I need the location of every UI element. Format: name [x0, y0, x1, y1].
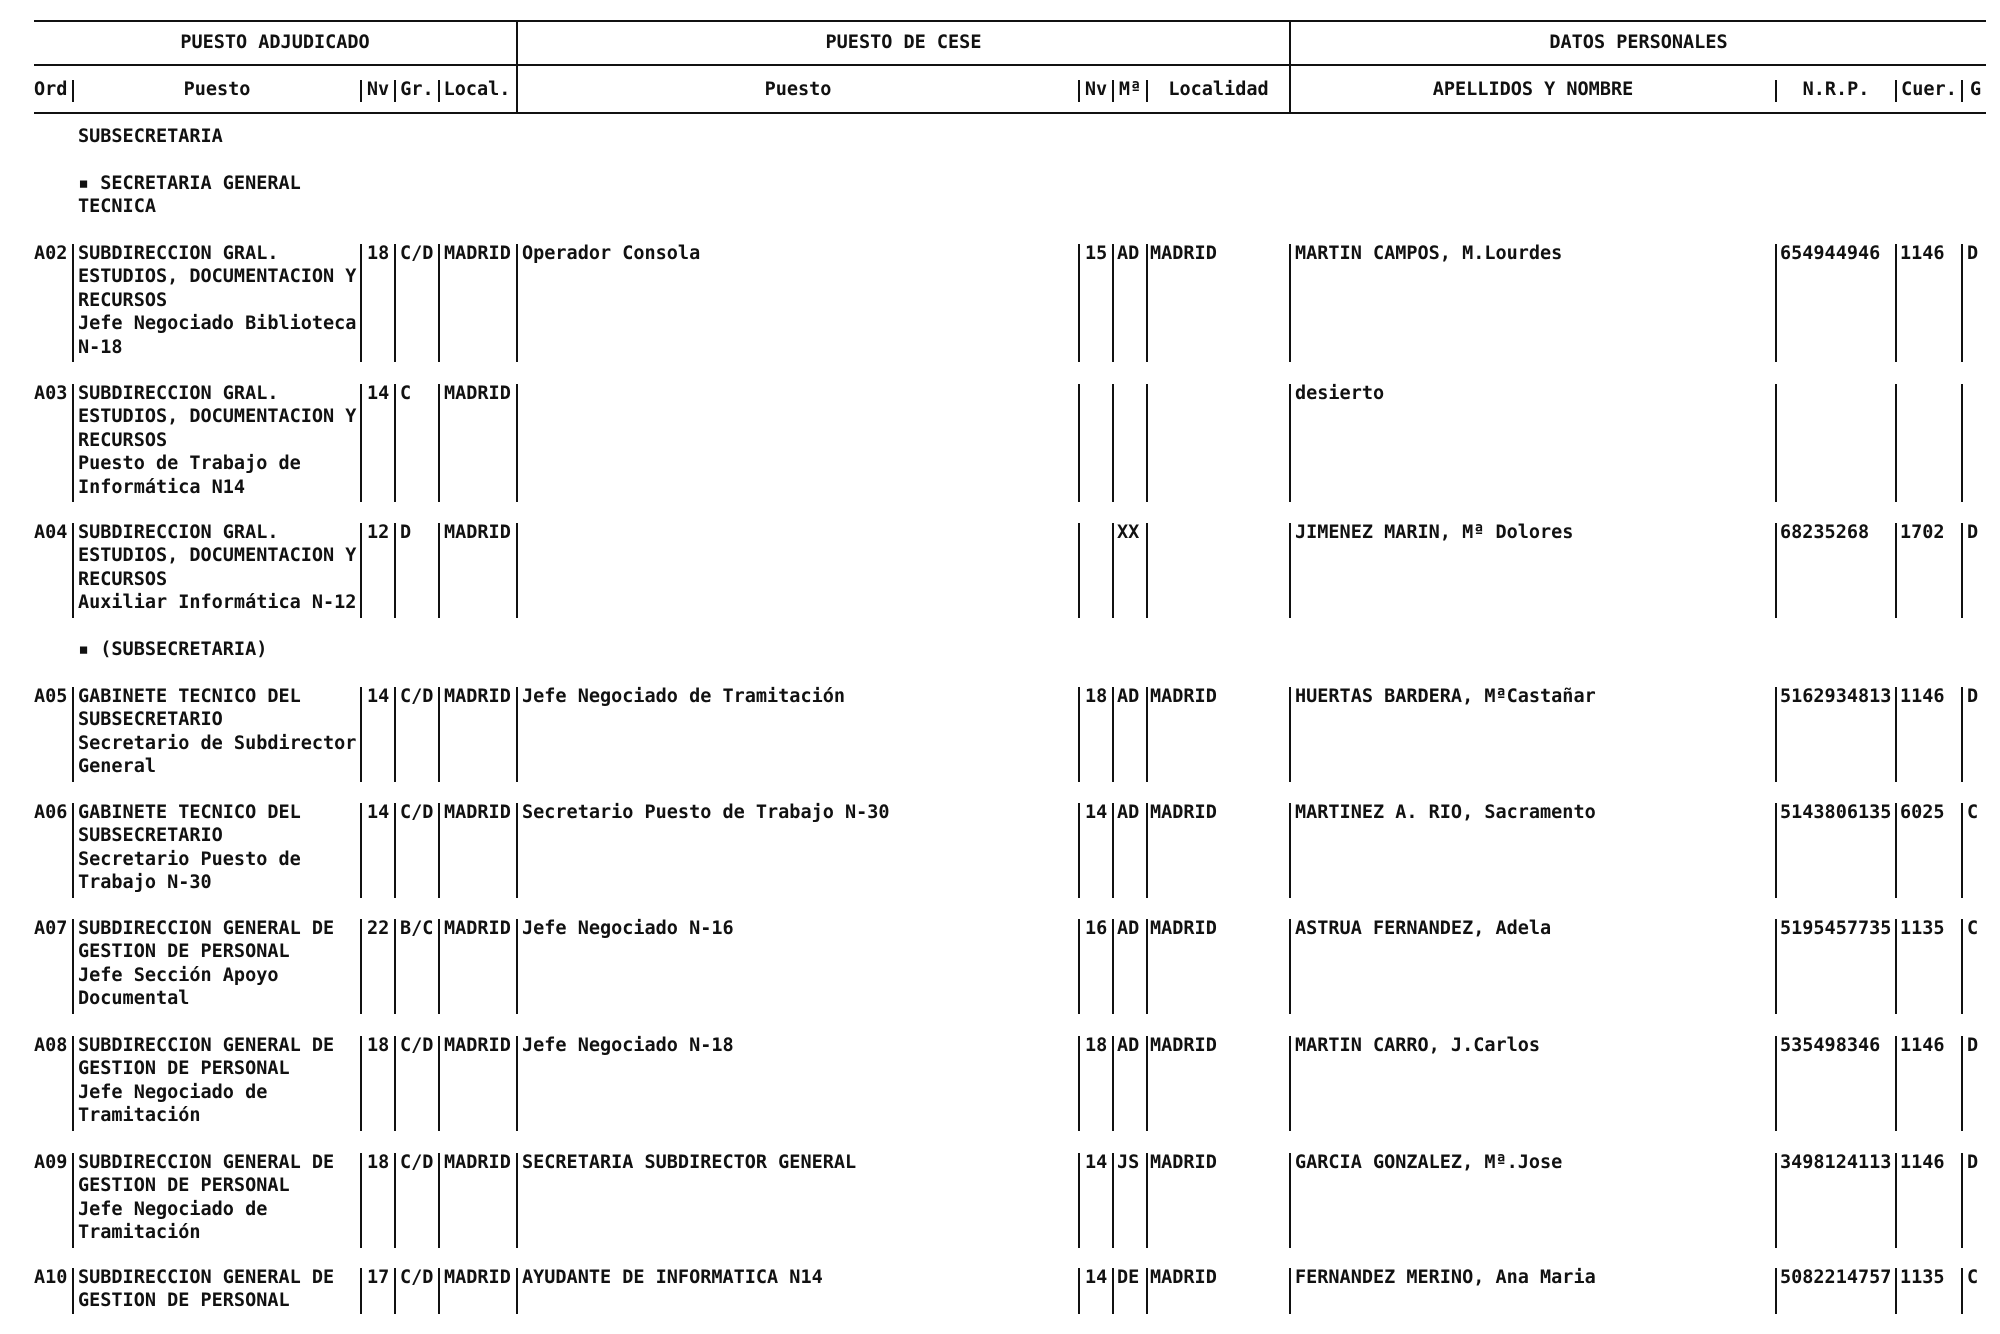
header-bar-8 [1775, 80, 1777, 102]
header-top-rule [34, 20, 1986, 22]
cell-ord: A06 [34, 802, 68, 823]
puesto-line: GESTION DE PERSONAL [78, 1175, 290, 1197]
column-bar [1146, 1036, 1148, 1131]
cell-g: D [1967, 1152, 1979, 1173]
column-bar [516, 687, 518, 782]
cell-cese-localidad: MADRID [1150, 686, 1217, 707]
column-bar [1895, 244, 1897, 362]
cell-puesto [78, 521, 356, 615]
column-bar [438, 687, 440, 782]
column-bar [438, 803, 440, 898]
header-apellidos: APELLIDOS Y NOMBRE [1432, 79, 1634, 100]
section-sgt-line1: ▪ SECRETARIA GENERAL [78, 173, 301, 194]
cell-nombre: MARTIN CARRO, J.Carlos [1295, 1035, 1541, 1056]
column-bar [1775, 1268, 1777, 1314]
cell-nv: 18 [367, 243, 390, 264]
column-bar [1146, 1268, 1148, 1314]
cell-cese-ma: AD [1117, 802, 1140, 823]
header-cese-localidad: Localidad [1168, 79, 1269, 100]
cell-cuer: 1146 [1900, 686, 1945, 707]
column-bar [360, 803, 362, 898]
cell-local: MADRID [444, 383, 511, 404]
header-bar-1 [72, 80, 74, 102]
column-bar [1775, 384, 1777, 502]
puesto-line: GESTION DE PERSONAL [78, 941, 290, 963]
column-bar [1289, 1268, 1291, 1314]
puesto-line: GESTION DE PERSONAL [78, 1290, 290, 1312]
puesto-line: Jefe Negociado de [78, 1198, 268, 1220]
column-bar [72, 803, 74, 898]
header-mid-rule [34, 64, 1986, 66]
header-nrp: N.R.P. [1802, 79, 1870, 100]
column-bar [72, 1268, 74, 1314]
header-local: Local. [443, 79, 511, 100]
cell-ord: A08 [34, 1035, 68, 1056]
column-bar [1078, 1153, 1080, 1248]
column-bar [360, 1153, 362, 1248]
cell-local: MADRID [444, 243, 511, 264]
column-bar [1961, 1036, 1963, 1131]
cell-cese-puesto: SECRETARIA SUBDIRECTOR GENERAL [522, 1152, 857, 1173]
section-subsecretaria: SUBSECRETARIA [78, 126, 223, 147]
cell-cuer: 1135 [1900, 1267, 1945, 1288]
cell-g: D [1967, 686, 1979, 707]
puesto-line: GABINETE TECNICO DEL [78, 686, 301, 707]
cell-nrp: 68235268 [1780, 522, 1870, 543]
column-bar [516, 1153, 518, 1248]
cell-g: C [1967, 918, 1979, 939]
column-bar [1112, 803, 1114, 898]
column-bar [516, 803, 518, 898]
cell-nrp: 5143806135 [1780, 802, 1892, 823]
puesto-line: Jefe Negociado de [78, 1081, 268, 1103]
puesto-line: Secretario Puesto de [78, 848, 301, 870]
column-bar [1078, 919, 1080, 1014]
cell-puesto [78, 801, 301, 895]
column-bar [1078, 1036, 1080, 1131]
column-bar [72, 919, 74, 1014]
puesto-line: ESTUDIOS, DOCUMENTACION Y [78, 545, 357, 567]
column-bar [1961, 244, 1963, 362]
cell-gr: C [400, 383, 412, 404]
cell-cese-localidad: MADRID [1150, 918, 1217, 939]
column-bar [1112, 1036, 1114, 1131]
column-bar [1078, 244, 1080, 362]
column-bar [1146, 1153, 1148, 1248]
cell-cese-localidad: MADRID [1150, 802, 1217, 823]
section-sgt-line2: TECNICA [78, 196, 156, 217]
column-bar [1289, 919, 1291, 1014]
cell-local: MADRID [444, 1152, 511, 1173]
column-bar [516, 919, 518, 1014]
column-bar [1078, 803, 1080, 898]
cell-cuer: 1146 [1900, 1152, 1945, 1173]
cell-ord: A04 [34, 522, 68, 543]
puesto-line: SUBDIRECCION GRAL. [78, 383, 279, 404]
column-bar [394, 523, 396, 618]
header-bar-6 [1112, 80, 1114, 102]
column-bar [360, 687, 362, 782]
puesto-line: RECURSOS [78, 429, 168, 451]
group-title-datos: DATOS PERSONALES [1549, 32, 1728, 53]
puesto-line: Jefe Sección Apoyo [78, 964, 279, 986]
header-bar-4 [438, 80, 440, 102]
puesto-line: ESTUDIOS, DOCUMENTACION Y [78, 406, 357, 428]
cell-ord: A05 [34, 686, 68, 707]
column-bar [1895, 803, 1897, 898]
cell-ord: A02 [34, 243, 68, 264]
column-bar [1895, 919, 1897, 1014]
column-bar [360, 919, 362, 1014]
cell-cuer: 1135 [1900, 918, 1945, 939]
column-bar [1961, 803, 1963, 898]
puesto-line: GABINETE TECNICO DEL [78, 802, 301, 823]
puesto-line: SUBDIRECCION GRAL. [78, 243, 279, 264]
column-bar [1146, 687, 1148, 782]
puesto-line: RECURSOS [78, 289, 168, 311]
cell-nrp: 5082214757 [1780, 1267, 1892, 1288]
cell-cuer: 6025 [1900, 802, 1945, 823]
cell-local: MADRID [444, 802, 511, 823]
column-bar [438, 1268, 440, 1314]
cell-nombre: ASTRUA FERNANDEZ, Adela [1295, 918, 1552, 939]
puesto-line: SUBDIRECCION GENERAL DE [78, 1035, 335, 1056]
cell-puesto [78, 1151, 334, 1245]
puesto-line: Trabajo N-30 [78, 872, 212, 894]
column-bar [1289, 1153, 1291, 1248]
cell-gr: D [400, 522, 412, 543]
header-cuer: Cuer. [1901, 79, 1957, 100]
cell-nv: 18 [367, 1152, 390, 1173]
column-bar [438, 384, 440, 502]
cell-cese-nv: 18 [1085, 686, 1108, 707]
column-bar [1895, 687, 1897, 782]
column-bar [1112, 244, 1114, 362]
puesto-line: SUBSECRETARIO [78, 825, 223, 847]
cell-ord: A09 [34, 1152, 68, 1173]
puesto-line: SUBDIRECCION GENERAL DE [78, 918, 335, 939]
cell-cese-puesto: Jefe Negociado de Tramitación [522, 686, 846, 707]
column-bar [360, 523, 362, 618]
column-bar [1112, 1153, 1114, 1248]
cell-nv: 22 [367, 918, 390, 939]
cell-local: MADRID [444, 522, 511, 543]
cell-cese-localidad: MADRID [1150, 1035, 1217, 1056]
cell-cese-localidad: MADRID [1150, 243, 1217, 264]
column-bar [1775, 687, 1777, 782]
column-bar [360, 1036, 362, 1131]
cell-nrp: 5195457735 [1780, 918, 1892, 939]
header-bar-5 [1078, 80, 1080, 102]
column-bar [394, 244, 396, 362]
column-bar [1146, 523, 1148, 618]
cell-cese-ma: JS [1117, 1152, 1140, 1173]
column-bar [1289, 384, 1291, 502]
column-bar [1078, 687, 1080, 782]
cell-nombre: MARTIN CAMPOS, M.Lourdes [1295, 243, 1563, 264]
header-bar-10 [1961, 80, 1963, 102]
puesto-line: SUBDIRECCION GENERAL DE [78, 1267, 335, 1288]
cell-cese-puesto: Jefe Negociado N-16 [522, 918, 734, 939]
section-subsecretaria-paren: ▪ (SUBSECRETARIA) [78, 639, 268, 660]
column-bar [1775, 244, 1777, 362]
column-bar [394, 803, 396, 898]
column-bar [1895, 384, 1897, 502]
column-bar [72, 523, 74, 618]
column-bar [1961, 1268, 1963, 1314]
puesto-line: SUBDIRECCION GENERAL DE [78, 1152, 335, 1173]
column-bar [1289, 687, 1291, 782]
puesto-line: Tramitación [78, 1105, 201, 1127]
cell-nombre: FERNANDEZ MERINO, Ana Maria [1295, 1267, 1596, 1288]
header-bottom-rule [34, 112, 1986, 114]
column-bar [72, 1036, 74, 1131]
column-bar [1146, 803, 1148, 898]
cell-g: D [1967, 243, 1979, 264]
cell-ord: A03 [34, 383, 68, 404]
cell-local: MADRID [444, 918, 511, 939]
cell-cese-nv: 18 [1085, 1035, 1108, 1056]
column-bar [72, 384, 74, 502]
cell-cese-ma: AD [1117, 686, 1140, 707]
column-bar [1895, 1268, 1897, 1314]
cell-local: MADRID [444, 1267, 511, 1288]
cell-cese-puesto: AYUDANTE DE INFORMATICA N14 [522, 1267, 823, 1288]
column-bar [516, 384, 518, 502]
column-bar [394, 1153, 396, 1248]
cell-cese-localidad: MADRID [1150, 1152, 1217, 1173]
column-bar [72, 244, 74, 362]
cell-puesto [78, 382, 356, 499]
cell-g: D [1967, 1035, 1979, 1056]
column-bar [1895, 1153, 1897, 1248]
cell-nombre: JIMENEZ MARIN, Mª Dolores [1295, 522, 1574, 543]
cell-cese-nv: 14 [1085, 1152, 1108, 1173]
cell-local: MADRID [444, 1035, 511, 1056]
puesto-line: General [78, 756, 156, 778]
column-bar [1895, 1036, 1897, 1131]
column-bar [1289, 523, 1291, 618]
header-nv: Nv [366, 79, 390, 100]
cell-nv: 17 [367, 1267, 390, 1288]
column-bar [1961, 687, 1963, 782]
cell-cuer: 1146 [1900, 243, 1945, 264]
header-bar-9 [1895, 80, 1897, 102]
cell-puesto [78, 685, 356, 779]
column-bar [1961, 1153, 1963, 1248]
header-cese-nv: Nv [1084, 79, 1108, 100]
cell-puesto [78, 917, 334, 1011]
cell-puesto [78, 1034, 334, 1128]
cell-cese-puesto: Secretario Puesto de Trabajo N-30 [522, 802, 890, 823]
cell-ord: A07 [34, 918, 68, 939]
cell-cese-ma: XX [1117, 522, 1140, 543]
column-bar [438, 1036, 440, 1131]
column-bar [438, 523, 440, 618]
cell-puesto [78, 242, 356, 359]
cell-g: D [1967, 522, 1979, 543]
column-bar [394, 919, 396, 1014]
puesto-line: GESTION DE PERSONAL [78, 1058, 290, 1080]
puesto-line: N-18 [78, 336, 123, 358]
cell-puesto [78, 1266, 334, 1313]
column-bar [360, 244, 362, 362]
cell-gr: C/D [400, 1035, 434, 1056]
puesto-line: Puesto de Trabajo de [78, 453, 301, 475]
puesto-line: Tramitación [78, 1222, 201, 1244]
cell-cuer: 1702 [1900, 522, 1945, 543]
column-bar [1289, 1036, 1291, 1131]
column-bar [1146, 919, 1148, 1014]
puesto-line: Auxiliar Informática N-12 [78, 592, 357, 614]
column-bar [1112, 687, 1114, 782]
cell-gr: C/D [400, 243, 434, 264]
cell-cese-nv: 16 [1085, 918, 1108, 939]
cell-gr: C/D [400, 1152, 434, 1173]
cell-nrp: 5162934813 [1780, 686, 1892, 707]
column-bar [360, 384, 362, 502]
column-bar [438, 919, 440, 1014]
cell-gr: B/C [400, 918, 434, 939]
column-bar [1775, 919, 1777, 1014]
column-bar [516, 523, 518, 618]
cell-g: C [1967, 802, 1979, 823]
cell-nombre: GARCIA GONZALEZ, Mª.Jose [1295, 1152, 1563, 1173]
cell-cese-nv: 14 [1085, 1267, 1108, 1288]
puesto-line: SUBSECRETARIO [78, 709, 223, 731]
column-bar [1895, 523, 1897, 618]
cell-gr: C/D [400, 802, 434, 823]
column-bar [516, 1036, 518, 1131]
puesto-line: Informática N14 [78, 476, 246, 498]
column-bar [1961, 919, 1963, 1014]
cell-nombre: desierto [1295, 383, 1385, 404]
cell-local: MADRID [444, 686, 511, 707]
cell-nrp: 3498124113 [1780, 1152, 1892, 1173]
cell-cese-puesto: Jefe Negociado N-18 [522, 1035, 734, 1056]
column-bar [1146, 244, 1148, 362]
column-bar [1775, 803, 1777, 898]
column-bar [72, 687, 74, 782]
column-bar [1078, 523, 1080, 618]
column-bar [1961, 523, 1963, 618]
cell-nv: 12 [367, 522, 390, 543]
header-ord: Ord [34, 79, 68, 100]
column-bar [1961, 384, 1963, 502]
cell-nv: 14 [367, 383, 390, 404]
column-bar [1775, 1153, 1777, 1248]
column-bar [394, 1268, 396, 1314]
puesto-line: Secretario de Subdirector [78, 732, 357, 754]
puesto-line: ESTUDIOS, DOCUMENTACION Y [78, 266, 357, 288]
header-bar-2 [360, 80, 362, 102]
cell-nv: 18 [367, 1035, 390, 1056]
column-bar [394, 384, 396, 502]
cell-cese-puesto: Operador Consola [522, 243, 701, 264]
header-gr: Gr. [400, 79, 434, 100]
column-bar [1112, 1268, 1114, 1314]
cell-cese-ma: AD [1117, 243, 1140, 264]
cell-nrp: 654944946 [1780, 243, 1881, 264]
group-title-adjudicado: PUESTO ADJUDICADO [180, 32, 370, 53]
column-bar [1078, 384, 1080, 502]
header-cese-puesto: Puesto [764, 79, 832, 100]
cell-gr: C/D [400, 1267, 434, 1288]
cell-ord: A10 [34, 1267, 68, 1288]
column-bar [394, 687, 396, 782]
header-puesto: Puesto [183, 79, 251, 100]
cell-cese-ma: AD [1117, 918, 1140, 939]
column-bar [360, 1268, 362, 1314]
puesto-line: Jefe Negociado Biblioteca [78, 313, 357, 335]
column-bar [72, 1153, 74, 1248]
cell-cese-ma: AD [1117, 1035, 1140, 1056]
cell-gr: C/D [400, 686, 434, 707]
column-bar [1078, 1268, 1080, 1314]
cell-g: C [1967, 1267, 1979, 1288]
puesto-line: RECURSOS [78, 568, 168, 590]
column-bar [1112, 523, 1114, 618]
cell-cuer: 1146 [1900, 1035, 1945, 1056]
puesto-line: SUBDIRECCION GRAL. [78, 522, 279, 543]
cell-cese-nv: 15 [1085, 243, 1108, 264]
cell-nv: 14 [367, 686, 390, 707]
column-bar [516, 1268, 518, 1314]
column-bar [516, 244, 518, 362]
header-bar-7 [1146, 80, 1148, 102]
column-bar [1112, 384, 1114, 502]
cell-nombre: MARTINEZ A. RIO, Sacramento [1295, 802, 1596, 823]
header-bar-3 [394, 80, 396, 102]
column-bar [1289, 803, 1291, 898]
cell-nombre: HUERTAS BARDERA, MªCastañar [1295, 686, 1596, 707]
cell-cese-ma: DE [1117, 1267, 1140, 1288]
cell-nv: 14 [367, 802, 390, 823]
column-bar [1146, 384, 1148, 502]
column-bar [394, 1036, 396, 1131]
column-bar [1289, 244, 1291, 362]
cell-nrp: 535498346 [1780, 1035, 1881, 1056]
cell-cese-localidad: MADRID [1150, 1267, 1217, 1288]
column-bar [1775, 523, 1777, 618]
puesto-line: Documental [78, 988, 190, 1010]
column-bar [1112, 919, 1114, 1014]
header-cese-ma: Mª [1118, 79, 1142, 100]
group-title-cese: PUESTO DE CESE [825, 32, 982, 53]
column-bar [438, 1153, 440, 1248]
column-bar [1775, 1036, 1777, 1131]
header-g: G [1970, 79, 1982, 100]
column-bar [438, 244, 440, 362]
cell-cese-nv: 14 [1085, 802, 1108, 823]
